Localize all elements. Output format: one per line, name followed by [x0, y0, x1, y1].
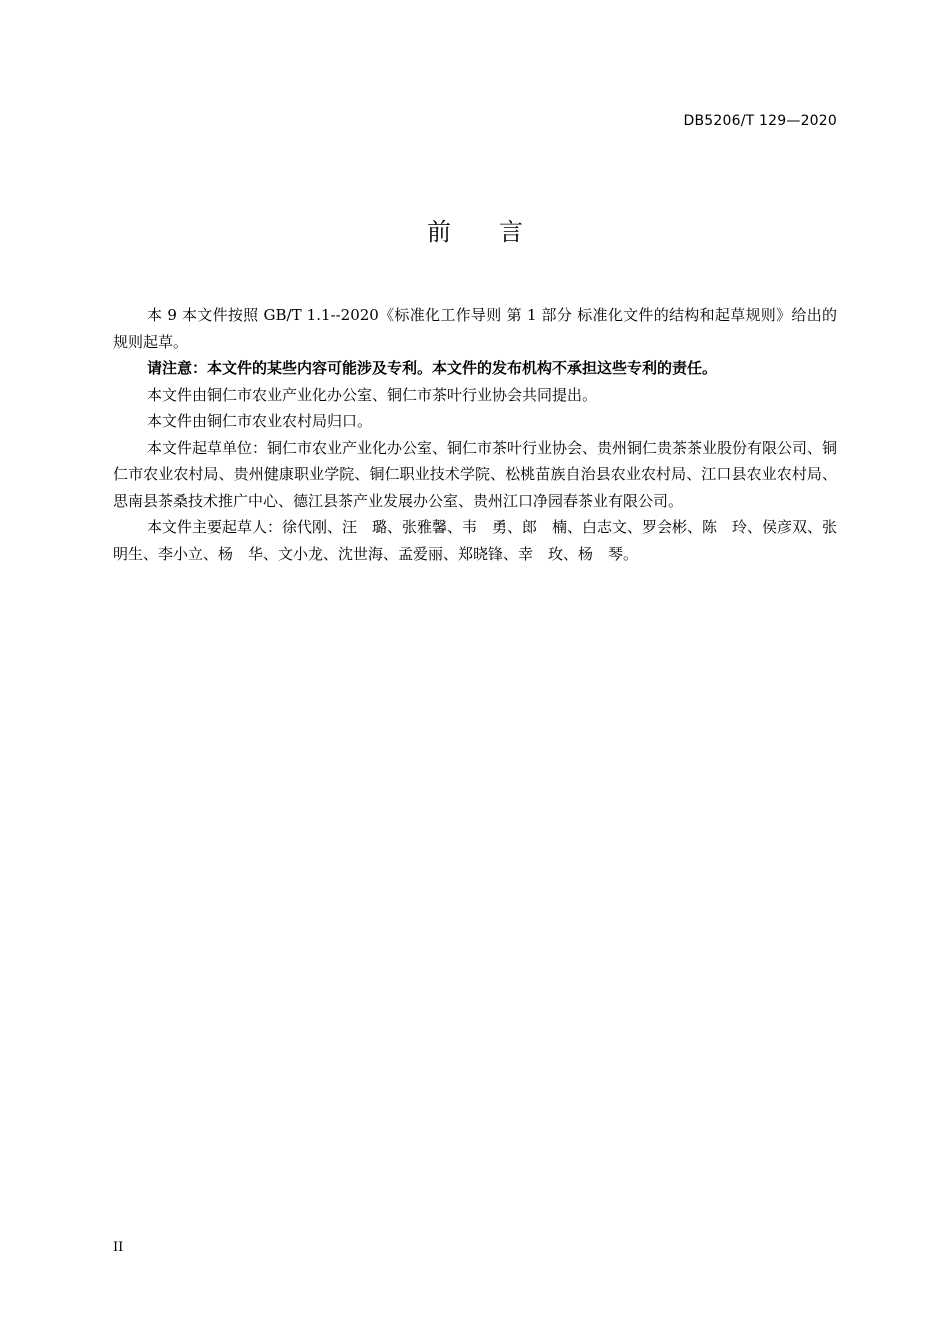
document-code: DB5206/T 129—2020 — [683, 113, 837, 129]
paragraph-drafting-units: 本文件起草单位：铜仁市农业产业化办公室、铜仁市茶叶行业协会、贵州铜仁贵茶茶业股份有限公司、铜仁市农业农村局、贵州健康职业学院、铜仁职业技术学院、松桃苗族自治县农业农村局、江口县农业农村局、思南县茶桑技术推广中心、德江县茶产业发展办公室、贵州江口净园春茶业有限公司。 — [113, 438, 838, 510]
foreword-body — [113, 302, 837, 567]
paragraph-centralized-unit: 本文件由铜仁市农业农村局归口。 — [147, 412, 373, 430]
page-title: 前言 — [427, 218, 571, 246]
paragraph-drafters: 本文件主要起草人：徐代刚、汪 璐、张雅馨、韦 勇、郎 楠、白志文、罗会彬、陈 玲、侯彦双、张明生、李小立、杨 华、文小龙、沈世海、孟爱丽、郑晓锋、幸 玫、杨 琴。 — [113, 518, 838, 563]
paragraph-drafting-rules: 本 9 本文件按照 GB/T 1.1--2020《标准化工作导则 第 1 部分 标准化文件的结构和起草规则》给出的规则起草。 — [113, 306, 837, 351]
page-number: II — [113, 1240, 124, 1255]
paragraph-patent-notice: 请注意：本文件的某些内容可能涉及专利。本文件的发布机构不承担这些专利的责任。 — [147, 359, 718, 377]
paragraph-proposer: 本文件由铜仁市农业产业化办公室、铜仁市茶叶行业协会共同提出。 — [147, 385, 598, 404]
